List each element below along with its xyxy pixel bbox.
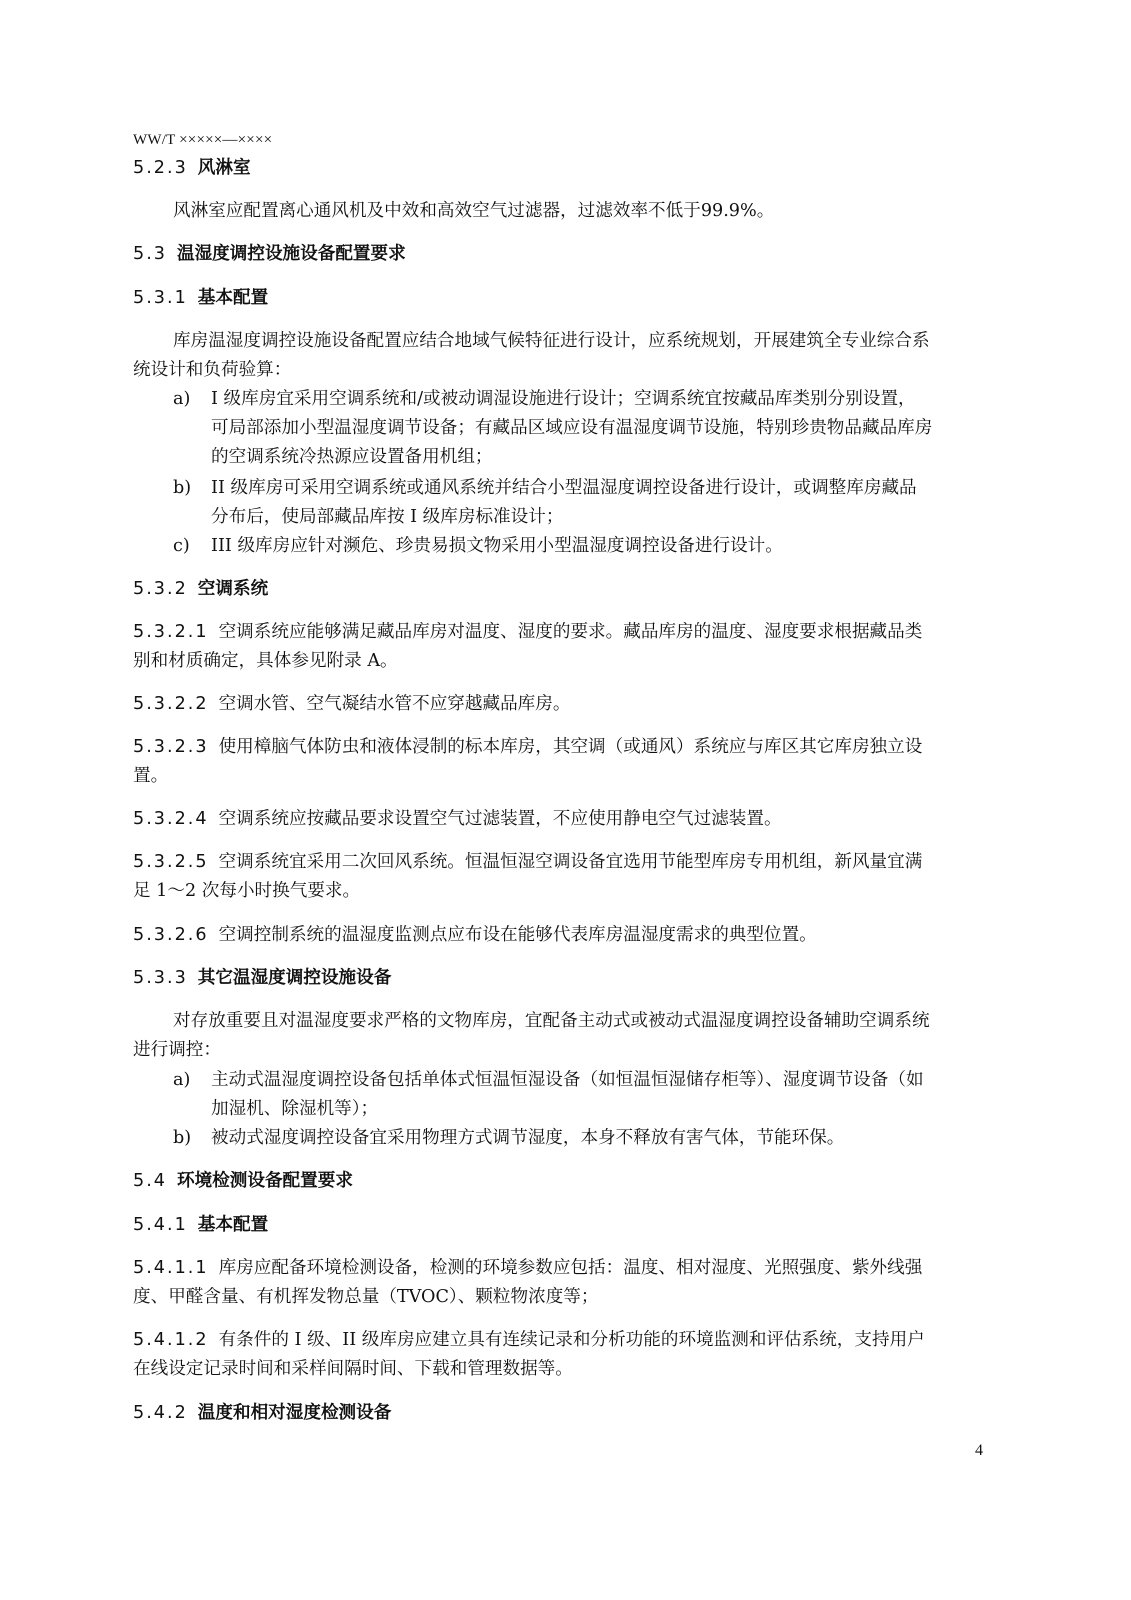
heading-5-2-3 xyxy=(133,156,251,180)
clause-number: 5.3.2.5 xyxy=(133,852,209,872)
list-item-line: 可局部添加小型温湿度调节设备；有藏品区域应设有温湿度调节设施，特别珍贵物品藏品库房 xyxy=(211,418,933,438)
clause-5-3-2-1 xyxy=(133,620,922,644)
page-number: 4 xyxy=(975,1442,983,1459)
list-item-line: 被动式湿度调控设备宜采用物理方式调节湿度，本身不释放有害气体，节能环保。 xyxy=(211,1128,845,1148)
clause-number: 5.3.2.3 xyxy=(133,737,209,757)
clause-number: 5.3.2.2 xyxy=(133,694,209,714)
paragraph-line: 别和材质确定，具体参见附录 A。 xyxy=(133,651,398,671)
heading-title: 温湿度调控设施设备配置要求 xyxy=(176,243,406,264)
paragraph-line: 对存放重要且对温湿度要求严格的文物库房，宜配备主动式或被动式温湿度调控设备辅助空调系统 xyxy=(173,1011,930,1031)
list-marker: c) xyxy=(173,536,190,556)
clause-5-3-2-4 xyxy=(133,807,782,831)
heading-title: 风淋室 xyxy=(197,157,251,178)
heading-title: 其它温湿度调控设施设备 xyxy=(197,967,392,988)
heading-title: 空调系统 xyxy=(197,578,269,599)
clause-5-3-2-5 xyxy=(133,850,922,874)
paragraph-line: 足 1～2 次每小时换气要求。 xyxy=(133,881,361,901)
list-item-line: 主动式温湿度调控设备包括单体式恒温恒湿设备（如恒温恒湿储存柜等）、湿度调节设备（如 xyxy=(211,1070,924,1090)
clause-text: 空调系统应能够满足藏品库房对温度、湿度的要求。藏品库房的温度、湿度要求根据藏品类 xyxy=(218,622,923,642)
clause-5-3-2-2 xyxy=(133,692,570,716)
paragraph-line: 进行调控： xyxy=(133,1040,221,1060)
list-marker: a) xyxy=(173,389,191,409)
heading-5-3-3 xyxy=(133,966,391,990)
paragraph-line: 风淋室应配置离心通风机及中效和高效空气过滤器，过滤效率不低于99.9%。 xyxy=(173,201,775,221)
list-item-line: I 级库房宜采用空调系统和/或被动调湿设施进行设计；空调系统宜按藏品库类别分别设置， xyxy=(211,389,916,409)
clause-5-4-1-2 xyxy=(133,1328,925,1352)
heading-title: 基本配置 xyxy=(197,287,269,308)
list-item-line: 加湿机、除湿机等）； xyxy=(211,1099,379,1119)
heading-5-3-1 xyxy=(133,286,268,310)
paragraph-line: 置。 xyxy=(133,766,169,786)
paragraph-line: 度、甲醛含量、有机挥发物总量（TVOC）、颗粒物浓度等； xyxy=(133,1287,599,1307)
list-marker: b) xyxy=(173,1128,192,1148)
list-item-line: III 级库房应针对濒危、珍贵易损文物采用小型温湿度调控设备进行设计。 xyxy=(211,536,783,556)
clause-5-3-2-6 xyxy=(133,923,817,947)
list-item-line: II 级库房可采用空调系统或通风系统并结合小型温湿度调控设备进行设计，或调整库房藏品 xyxy=(211,478,917,498)
clause-number: 5.3.2.4 xyxy=(133,809,209,829)
heading-5-4 xyxy=(133,1169,353,1193)
clause-text: 库房应配备环境检测设备，检测的环境参数应包括：温度、相对湿度、光照强度、紫外线强 xyxy=(218,1258,923,1278)
list-marker: a) xyxy=(173,1070,191,1090)
paragraph-line: 统设计和负荷验算： xyxy=(133,360,292,380)
list-item-line: 的空调系统冷热源应设置备用机组； xyxy=(211,447,493,467)
clause-number: 5.3.2.1 xyxy=(133,622,209,642)
heading-title: 温度和相对湿度检测设备 xyxy=(197,1402,392,1423)
heading-number: 5.4.2 xyxy=(133,1403,188,1423)
clause-number: 5.4.1.2 xyxy=(133,1330,209,1350)
heading-number: 5.3.1 xyxy=(133,288,188,308)
clause-number: 5.4.1.1 xyxy=(133,1258,209,1278)
heading-number: 5.3.3 xyxy=(133,968,188,988)
heading-number: 5.4 xyxy=(133,1171,167,1191)
heading-title: 基本配置 xyxy=(197,1214,269,1235)
heading-5-4-1 xyxy=(133,1213,268,1237)
document-code: WW/T ×××××—×××× xyxy=(133,132,273,148)
list-item-line: 分布后，使局部藏品库按 I 级库房标准设计； xyxy=(211,507,564,527)
heading-5-4-2 xyxy=(133,1401,391,1425)
clause-text: 空调水管、空气凝结水管不应穿越藏品库房。 xyxy=(218,694,571,714)
clause-text: 使用樟脑气体防虫和液体浸制的标本库房，其空调（或通风）系统应与库区其它库房独立设 xyxy=(218,737,923,757)
heading-title: 环境检测设备配置要求 xyxy=(176,1170,353,1191)
paragraph-line: 在线设定记录时间和采样间隔时间、下载和管理数据等。 xyxy=(133,1359,573,1379)
heading-number: 5.4.1 xyxy=(133,1215,188,1235)
clause-text: 空调系统应按藏品要求设置空气过滤装置，不应使用静电空气过滤装置。 xyxy=(218,809,782,829)
paragraph-line: 库房温湿度调控设施设备配置应结合地域气候特征进行设计，应系统规划，开展建筑全专业综合系 xyxy=(173,331,930,351)
heading-number: 5.2.3 xyxy=(133,158,188,178)
clause-text: 有条件的 I 级、II 级库房应建立具有连续记录和分析功能的环境监测和评估系统，支持用户 xyxy=(218,1330,925,1350)
heading-number: 5.3.2 xyxy=(133,579,188,599)
clause-text: 空调系统宜采用二次回风系统。恒温恒湿空调设备宜选用节能型库房专用机组，新风量宜满 xyxy=(218,852,923,872)
heading-5-3-2 xyxy=(133,577,268,601)
clause-5-4-1-1 xyxy=(133,1256,922,1280)
clause-number: 5.3.2.6 xyxy=(133,925,209,945)
clause-5-3-2-3 xyxy=(133,735,922,759)
heading-number: 5.3 xyxy=(133,244,167,264)
heading-5-3 xyxy=(133,242,406,266)
clause-text: 空调控制系统的温湿度监测点应布设在能够代表库房温湿度需求的典型位置。 xyxy=(218,925,817,945)
list-marker: b) xyxy=(173,478,192,498)
